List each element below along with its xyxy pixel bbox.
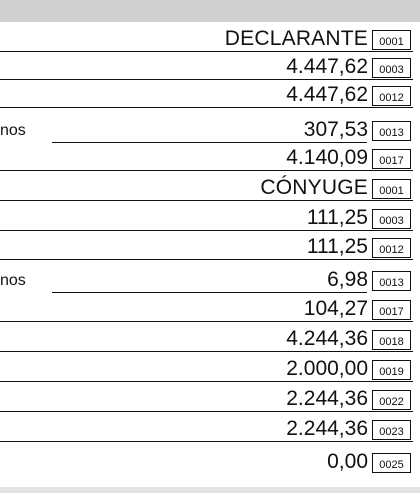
box-code: 0023 <box>372 420 411 440</box>
declarante-row-0013 <box>0 114 413 142</box>
box-code: 0001 <box>372 30 411 50</box>
declarante-row-0003 <box>0 52 413 80</box>
box-code: 0018 <box>372 330 411 350</box>
box-code: 0017 <box>372 149 411 169</box>
total-row-0018 <box>0 324 413 352</box>
amount-value: 4.447,62 <box>286 55 368 78</box>
amount-value: 0,00 <box>327 450 368 473</box>
box-code: 0025 <box>372 453 411 473</box>
conyuge-row-0017 <box>0 294 413 322</box>
section-footer-bar <box>0 487 420 493</box>
box-code: 0012 <box>372 238 411 258</box>
conyuge-header-label: CÓNYUGE <box>260 176 368 199</box>
amount-value: 2.244,36 <box>286 417 368 440</box>
amount-value: 104,27 <box>303 297 368 320</box>
declarante-header-label: DECLARANTE <box>224 27 368 50</box>
amount-value: 4.244,36 <box>286 327 368 350</box>
box-code: 0017 <box>372 300 411 320</box>
amount-value: 6,98 <box>327 268 368 291</box>
amount-value: 111,25 <box>306 206 368 229</box>
amount-value: 307,53 <box>303 118 368 141</box>
amount-value: 4.447,62 <box>286 83 368 106</box>
total-row-0023 <box>0 414 413 442</box>
total-row-0022 <box>0 384 413 412</box>
box-code: 0013 <box>372 121 411 141</box>
declarante-row-0017 <box>0 143 413 171</box>
box-code: 0003 <box>372 209 411 229</box>
declarante-row-0012 <box>0 80 413 108</box>
conyuge-row-0003 <box>0 203 413 231</box>
box-code: 0013 <box>372 271 411 291</box>
row-label-fragment: nos <box>0 272 26 289</box>
box-code: 0012 <box>372 86 411 106</box>
box-code: 0001 <box>372 179 411 199</box>
row-underline <box>52 292 367 293</box>
amount-value: 111,25 <box>306 235 368 258</box>
declarante-header-row <box>0 24 413 52</box>
total-row-0019 <box>0 354 413 382</box>
total-row-0025 <box>0 446 413 474</box>
box-code: 0019 <box>372 360 411 380</box>
conyuge-row-0012 <box>0 232 413 260</box>
box-code: 0022 <box>372 390 411 410</box>
box-code: 0003 <box>372 58 411 78</box>
amount-value: 2.244,36 <box>286 387 368 410</box>
row-label-fragment: nos <box>0 122 26 139</box>
amount-value: 4.140,09 <box>286 146 368 169</box>
amount-value: 2.000,00 <box>286 357 368 380</box>
section-header-bar <box>0 0 420 22</box>
conyuge-row-0013 <box>0 264 413 292</box>
conyuge-header-row <box>0 173 413 201</box>
